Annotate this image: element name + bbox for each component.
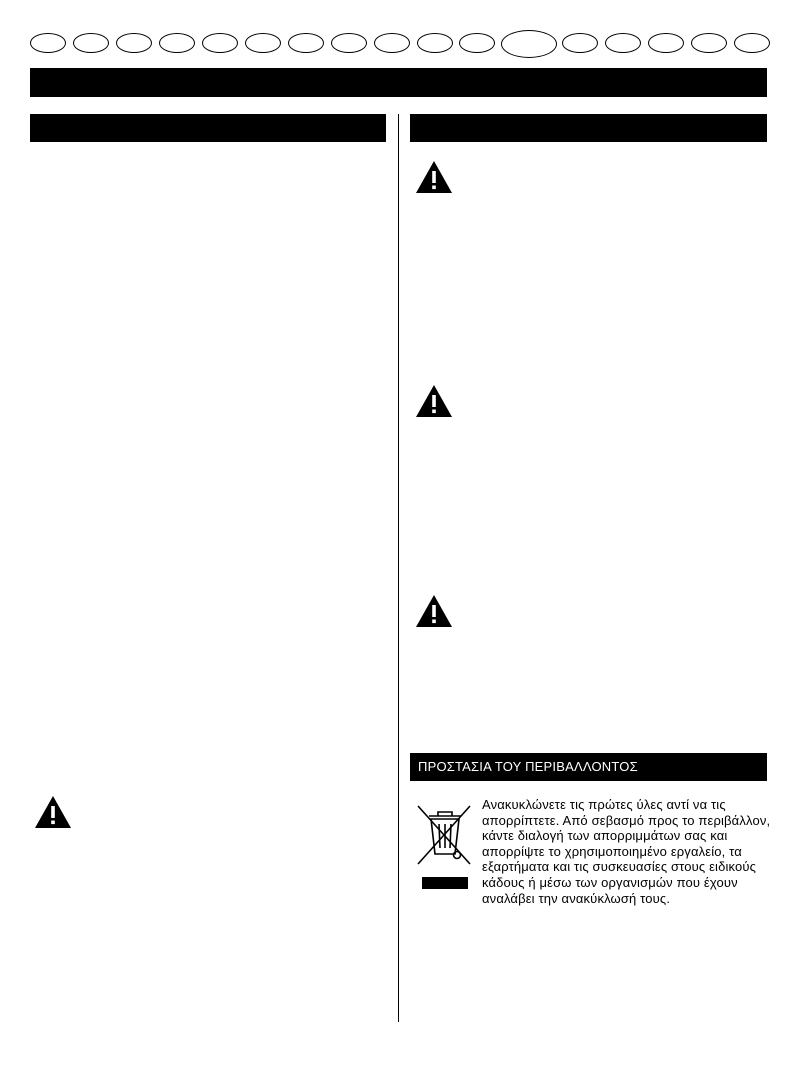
language-tab[interactable] [159, 33, 195, 53]
language-tab[interactable] [374, 33, 410, 53]
language-tab[interactable] [30, 33, 66, 53]
language-tab[interactable] [288, 33, 324, 53]
language-tab[interactable] [605, 33, 641, 53]
warning-triangle-icon [415, 594, 453, 628]
language-tab[interactable] [202, 33, 238, 53]
language-tab-strip [30, 30, 770, 56]
language-tab[interactable] [417, 33, 453, 53]
language-tab[interactable] [245, 33, 281, 53]
column-divider [398, 114, 399, 1022]
warning-triangle-icon [34, 795, 72, 829]
language-tab[interactable] [562, 33, 598, 53]
warning-triangle-icon [415, 160, 453, 194]
environment-heading: ΠΡΟΣΤΑΣΙΑ ΤΟΥ ΠΕΡΙΒΑΛΛΟΝΤΟΣ [410, 753, 767, 781]
language-tab-active[interactable] [501, 30, 557, 58]
page-title-bar [30, 68, 767, 97]
left-section-heading-bar [30, 114, 386, 142]
language-tab[interactable] [691, 33, 727, 53]
language-tab[interactable] [73, 33, 109, 53]
right-section-heading-bar [410, 114, 767, 142]
environment-text: Ανακυκλώνετε τις πρώτες ύλες αντί να τις απορρίπτετε. Από σεβασμό προς το περιβάλλον, κάντε διαλογή των απορριμμάτων σας και απορρίψτε το χρησιμοποιημένο εργαλείο, τα εξαρτήματα και τις συσκευασίες στους ειδικούς κάδους ή μέσω των οργανισμών που έχουν αναλάβει την ανακύκλωσή τους. [482, 797, 771, 906]
language-tab[interactable] [331, 33, 367, 53]
language-tab[interactable] [116, 33, 152, 53]
language-tab[interactable] [734, 33, 770, 53]
language-tab[interactable] [648, 33, 684, 53]
language-tab[interactable] [459, 33, 495, 53]
warning-triangle-icon [415, 384, 453, 418]
crossed-out-wheelie-bin-icon [416, 800, 472, 890]
